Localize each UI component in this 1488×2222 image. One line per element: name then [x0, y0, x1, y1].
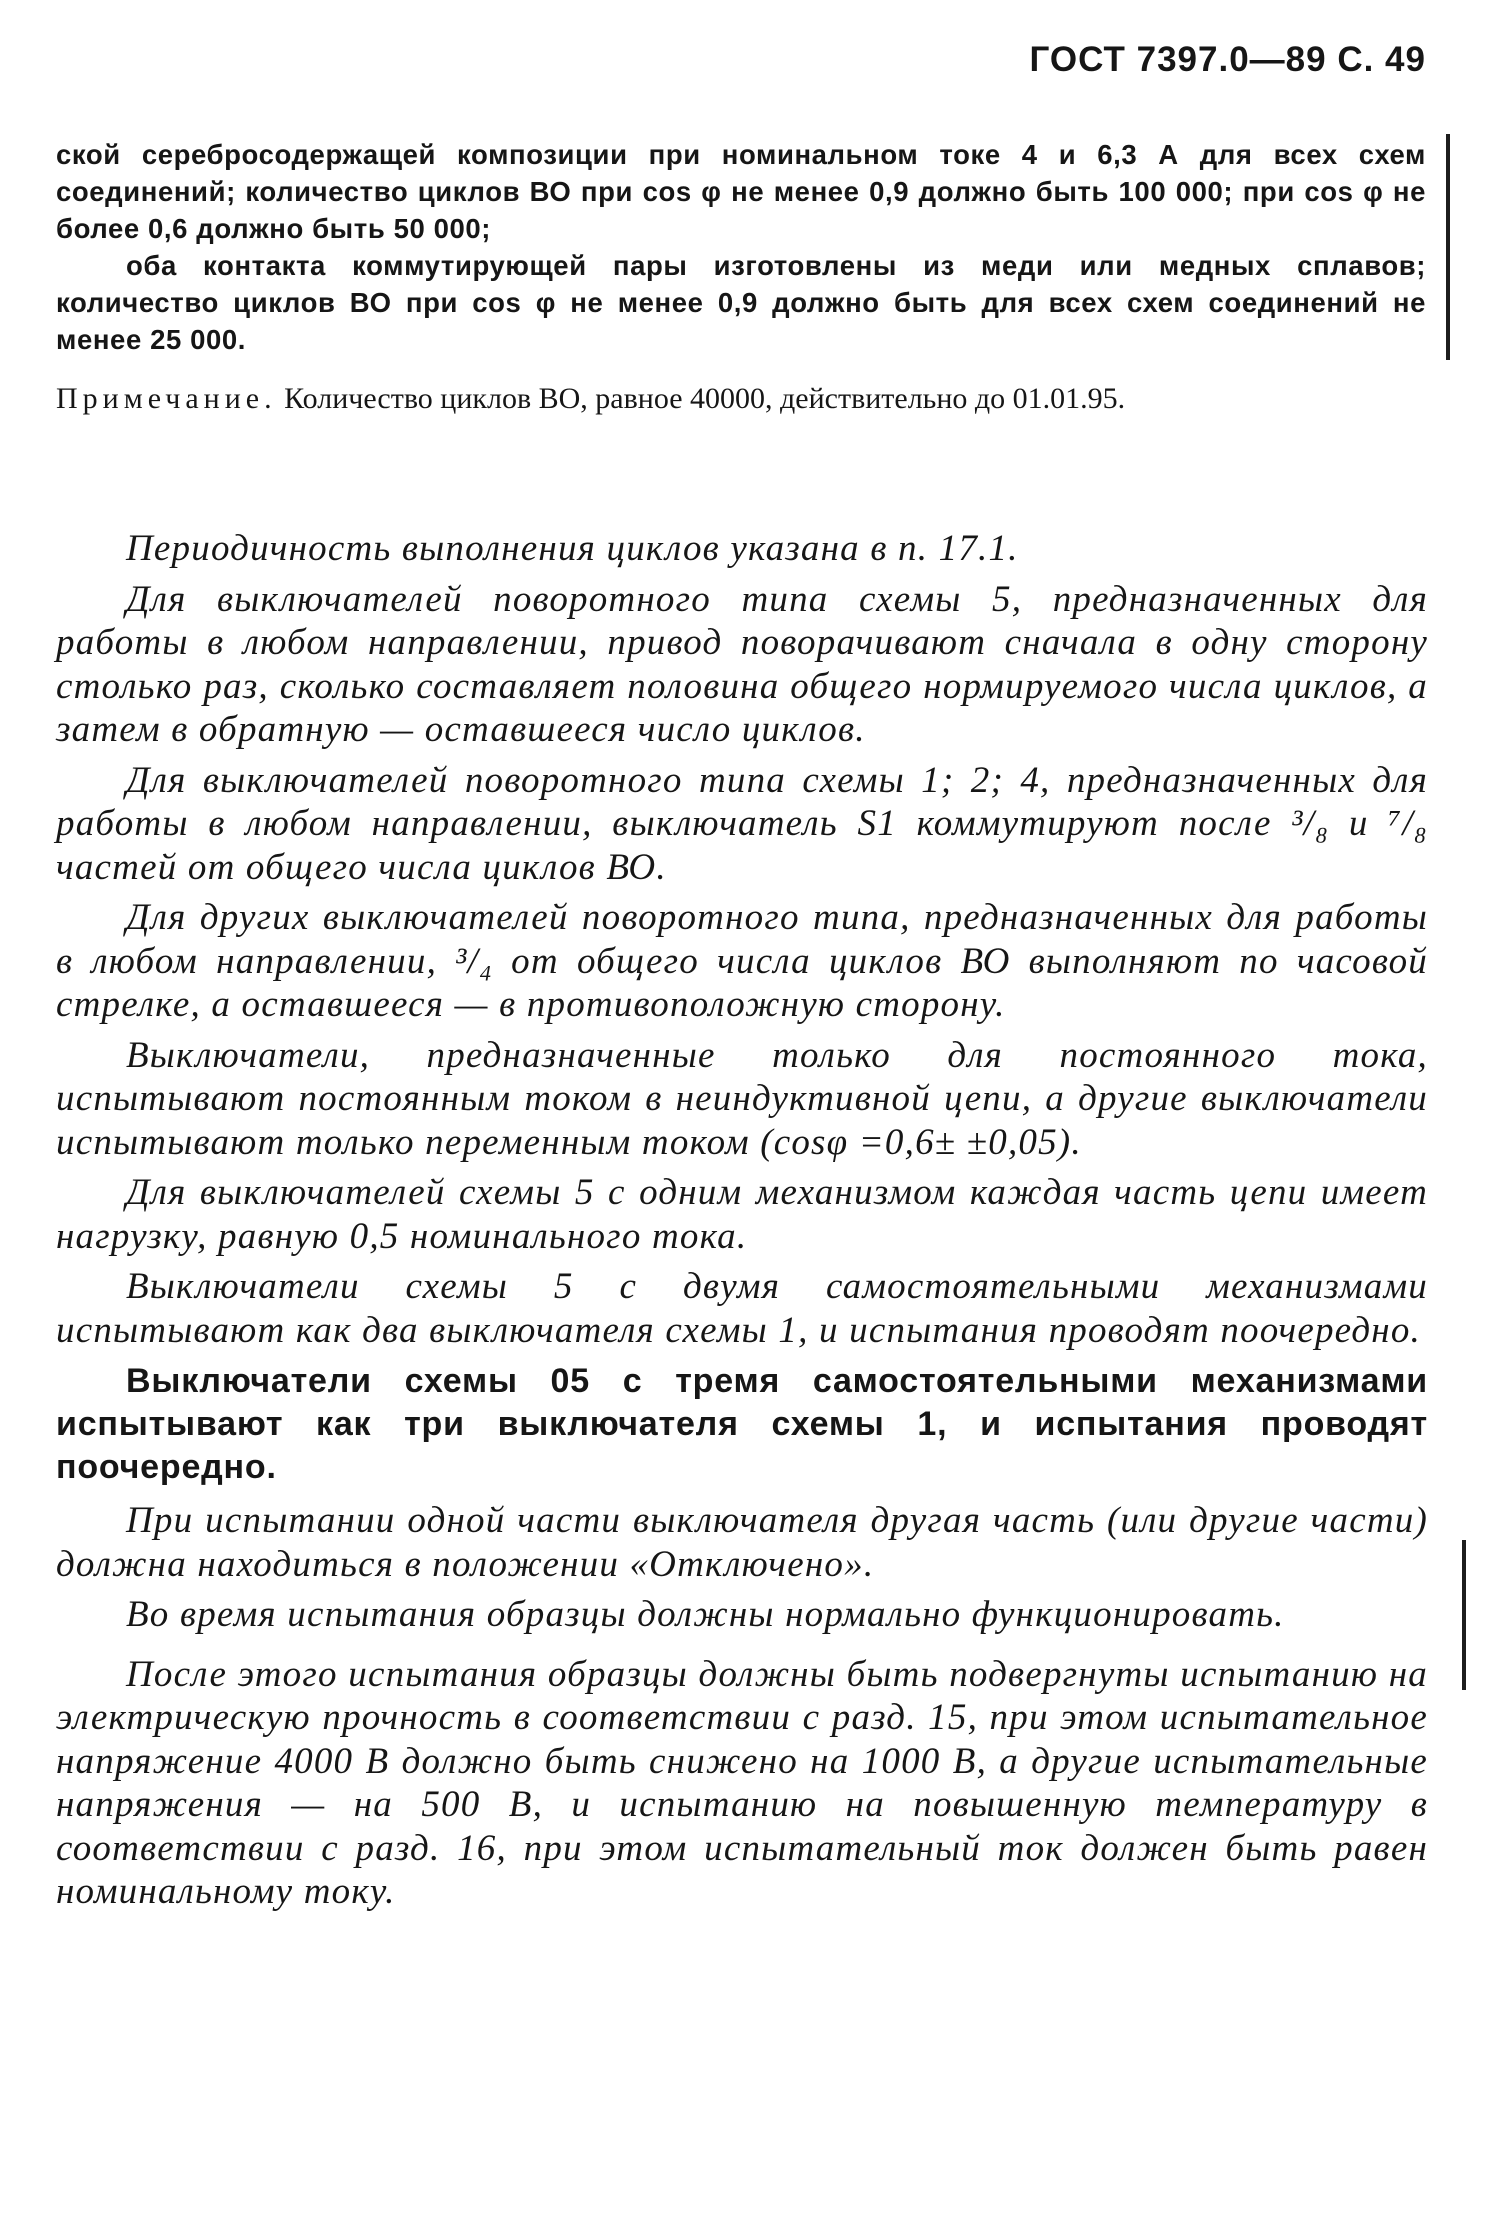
page-header: ГОСТ 7397.0—89 С. 49 — [1029, 40, 1426, 79]
paragraph: Выключатели, предназначенные только для постоянного тока, испытывают постоянным током в неиндуктивной цепи, а другие выключатели испытывают только переменным током (cosφ =0,6± ±0,05). — [56, 1034, 1428, 1163]
paragraph: После этого испытания образцы должны быть подвергнуты испытанию на электрическую прочность в соответствии с разд. 15, при этом испытательное напряжение 4000 В должно быть снижено на 1000 В, а другие испытательные напряжения — на 500 В, и испытанию на повышенную температуру в соответствии с разд. 16, при этом испытательный ток должен быть равен номинальному току. — [56, 1653, 1428, 1912]
paragraph: Выключатели схемы 5 с двумя самостоятельными механизмами испытывают как два выключателя схемы 1, и испытания проводят поочередно. — [56, 1266, 1428, 1351]
paragraph: Периодичность выполнения циклов указана в п. 17.1. — [126, 528, 1019, 569]
paragraph: Для других выключателей поворотного типа, предназначенных для работы в любом направлении, ³/₄ от общего числа циклов ВО выполняют по часовой стрелке, а оставшееся — в противоположную сторону. — [56, 897, 1428, 1025]
amendment-block-top — [56, 136, 1426, 358]
amendment-paragraph: ской серебросодержащей композиции при номинальном токе 4 и 6,3 А для всех схем соединений; количество циклов ВО при cos φ не менее 0,9 должно быть 100 000; при cos φ не более 0,6 должно быть 50 000; — [56, 139, 1426, 244]
change-marker-bar — [1446, 134, 1450, 360]
amendment-paragraph: Выключатели схемы 05 с тремя самостоятельными механизмами испытывают как три выключателя схемы 1, и испытания проводят поочередно. — [56, 1362, 1428, 1486]
paragraph: Для выключателей схемы 5 с одним механизмом каждая часть цепи имеет нагрузку, равную 0,5 номинального тока. — [56, 1172, 1428, 1257]
note — [56, 380, 1426, 417]
paragraph: Для выключателей поворотного типа схемы 5, предназначенных для работы в любом направлении, привод поворачивают сначала в одну сторону столько раз, сколько составляет половина общего нормируемого числа циклов, а затем в обратную — оставшееся число циклов. — [56, 578, 1428, 750]
paragraph: Для выключателей поворотного типа схемы 1; 2; 4, предназначенных для работы в любом направлении, выключатель S1 коммутируют после ³/₈ и ⁷/₈ частей от общего числа циклов ВО. — [56, 759, 1428, 888]
note-label: Примечание. — [56, 382, 277, 415]
note-text: Количество циклов ВО, равное 40000, действительно до 01.01.95. — [284, 382, 1126, 415]
change-marker-bar — [1462, 1540, 1466, 1690]
body-text — [56, 527, 1428, 1921]
paragraph: При испытании одной части выключателя другая часть (или другие части) должна находиться в положении «Отключено». — [56, 1500, 1428, 1585]
amendment-paragraph: оба контакта коммутирующей пары изготовлены из меди или медных сплавов; количество циклов ВО при cos φ не менее 0,9 должно быть для всех схем соединений не менее 25 000. — [56, 250, 1426, 355]
paragraph: Во время испытания образцы должны нормально функционировать. — [126, 1594, 1285, 1635]
